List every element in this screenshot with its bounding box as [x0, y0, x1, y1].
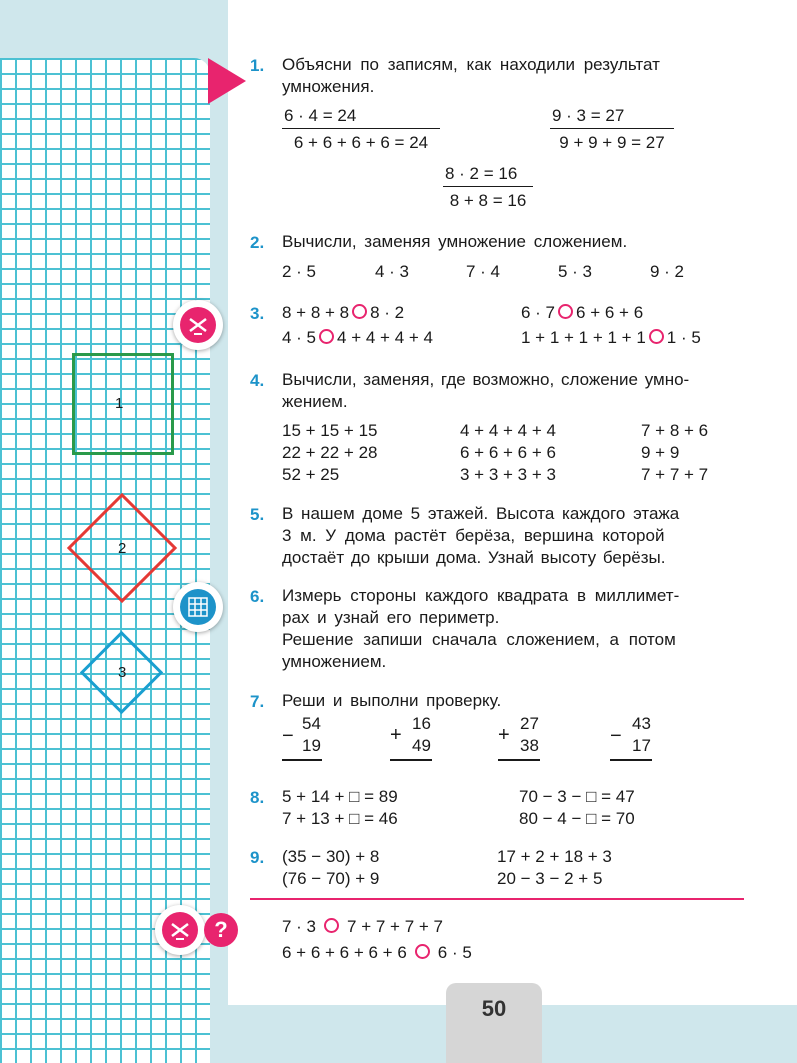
compare-circle[interactable]	[319, 329, 334, 344]
equation: 70 − 3 − □ = 47	[519, 787, 635, 806]
expression: 6 · 7	[521, 303, 556, 322]
compare-icon	[173, 300, 223, 350]
task-7-text: Реши и выполни проверку.	[282, 691, 502, 710]
task-7-number: 7.	[250, 692, 265, 711]
task-3-row-1-left	[282, 302, 404, 324]
extra-row-2	[282, 942, 472, 964]
task-3-number: 3.	[250, 304, 265, 323]
task-1-record-1: $\frac{6 \cdot 4 = 24}{6 + 6 + 6 + 6 = 24}$	[282, 106, 440, 153]
expression: 7 · 3	[282, 917, 317, 936]
task-5-text: В нашем доме 5 этажей. Высота каждого этажа 3 м. У дома растёт берёза, вершина которой достаёт до крыши дома. Узнай высоту берёзы.	[282, 504, 680, 567]
expression: 6 · 5	[437, 943, 472, 962]
task-2-item: 9 · 2	[650, 262, 685, 281]
task-2-text: Вычисли, заменяя умножение сложением.	[282, 232, 628, 251]
pink-triangle-marker	[208, 58, 246, 104]
expression: 1 · 5	[666, 328, 701, 347]
task-8-right	[519, 786, 635, 830]
expression: 9 + 9	[641, 443, 680, 462]
task-9-right	[497, 846, 612, 890]
expression: 22 + 22 + 28	[282, 443, 378, 462]
equation: 7 + 13 + □ = 46	[282, 809, 398, 828]
task-4-number: 4.	[250, 371, 265, 390]
task-1-record-3: $\frac{8 \cdot 2 = 16}{8 + 8 = 16}$	[443, 164, 533, 211]
task-1-text-1: Объясни по записям, как находили результат	[282, 55, 660, 74]
task-6-text: Измерь стороны каждого квадрата в миллимет- рах и узнай его периметр. Решение запиши сначала сложением, а потом умножением.	[282, 586, 680, 671]
expression: 7 + 7 + 7	[641, 465, 709, 484]
task-2-item: 5 · 3	[558, 262, 593, 281]
task-1-text-2: умножения.	[282, 77, 375, 96]
expression: 4 + 4 + 4 + 4	[460, 421, 556, 440]
expression: 6 + 6 + 6 + 6	[460, 443, 556, 462]
task-6-number: 6.	[250, 587, 265, 606]
page-number: 50	[446, 983, 542, 1063]
task-4-text-2: жением.	[282, 392, 348, 411]
task-9-left	[282, 846, 379, 890]
compare-circle[interactable]	[324, 918, 339, 933]
expression: 8 · 2	[370, 303, 405, 322]
expression: 52 + 25	[282, 465, 340, 484]
equation: 80 − 4 − □ = 70	[519, 809, 635, 828]
task-9-number: 9.	[250, 848, 265, 867]
expression: 4 · 5	[282, 328, 317, 347]
task-1-record-2: $\frac{9 \cdot 3 = 27}{9 + 9 + 9 = 27}$	[550, 106, 674, 153]
compare-circle[interactable]	[558, 304, 573, 319]
task-2-item: 2 · 5	[282, 262, 317, 281]
task-8-left	[282, 786, 398, 830]
task-2-item: 7 · 4	[466, 262, 501, 281]
expression: 17 + 2 + 18 + 3	[497, 847, 612, 866]
task-5-number: 5.	[250, 505, 265, 524]
ruler-grid-icon	[173, 582, 223, 632]
task-4-column-1	[282, 420, 377, 486]
task-2-item: 4 · 3	[375, 262, 410, 281]
task-4-text-1: Вычисли, заменяя, где возможно, сложение умно-	[282, 370, 690, 389]
question-icon: ?	[204, 913, 238, 947]
task-1-number: 1.	[250, 56, 265, 75]
section-divider	[250, 898, 744, 900]
task-3-row-2-right	[521, 327, 701, 349]
task-4-column-2	[460, 420, 556, 486]
expression: (35 − 30) + 8	[282, 847, 380, 866]
expression: 7 + 8 + 6	[641, 421, 709, 440]
compare-icon-2	[155, 905, 205, 955]
task-3-row-2-left	[282, 327, 433, 349]
compare-circle[interactable]	[415, 944, 430, 959]
expression: 6 + 6 + 6 + 6 + 6	[282, 943, 407, 962]
task-2-number: 2.	[250, 233, 265, 252]
expression: 1 + 1 + 1 + 1 + 1	[521, 328, 646, 347]
task-3-row-1-right	[521, 302, 643, 324]
compare-circle[interactable]	[352, 304, 367, 319]
task-8-number: 8.	[250, 788, 265, 807]
square-1-label: 1	[115, 395, 124, 412]
task-4-column-3	[641, 420, 708, 486]
equation: 5 + 14 + □ = 89	[282, 787, 398, 806]
square-3-label: 3	[118, 664, 127, 681]
expression: 20 − 3 − 2 + 5	[497, 869, 603, 888]
expression: 8 + 8 + 8	[282, 303, 350, 322]
expression: 3 + 3 + 3 + 3	[460, 465, 556, 484]
square-2-label: 2	[118, 540, 127, 557]
expression: 6 + 6 + 6	[576, 303, 644, 322]
compare-circle[interactable]	[649, 329, 664, 344]
expression: 7 + 7 + 7 + 7	[347, 917, 443, 936]
expression: (76 − 70) + 9	[282, 869, 380, 888]
expression: 4 + 4 + 4 + 4	[337, 328, 433, 347]
expression: 15 + 15 + 15	[282, 421, 378, 440]
extra-row-1	[282, 916, 443, 938]
